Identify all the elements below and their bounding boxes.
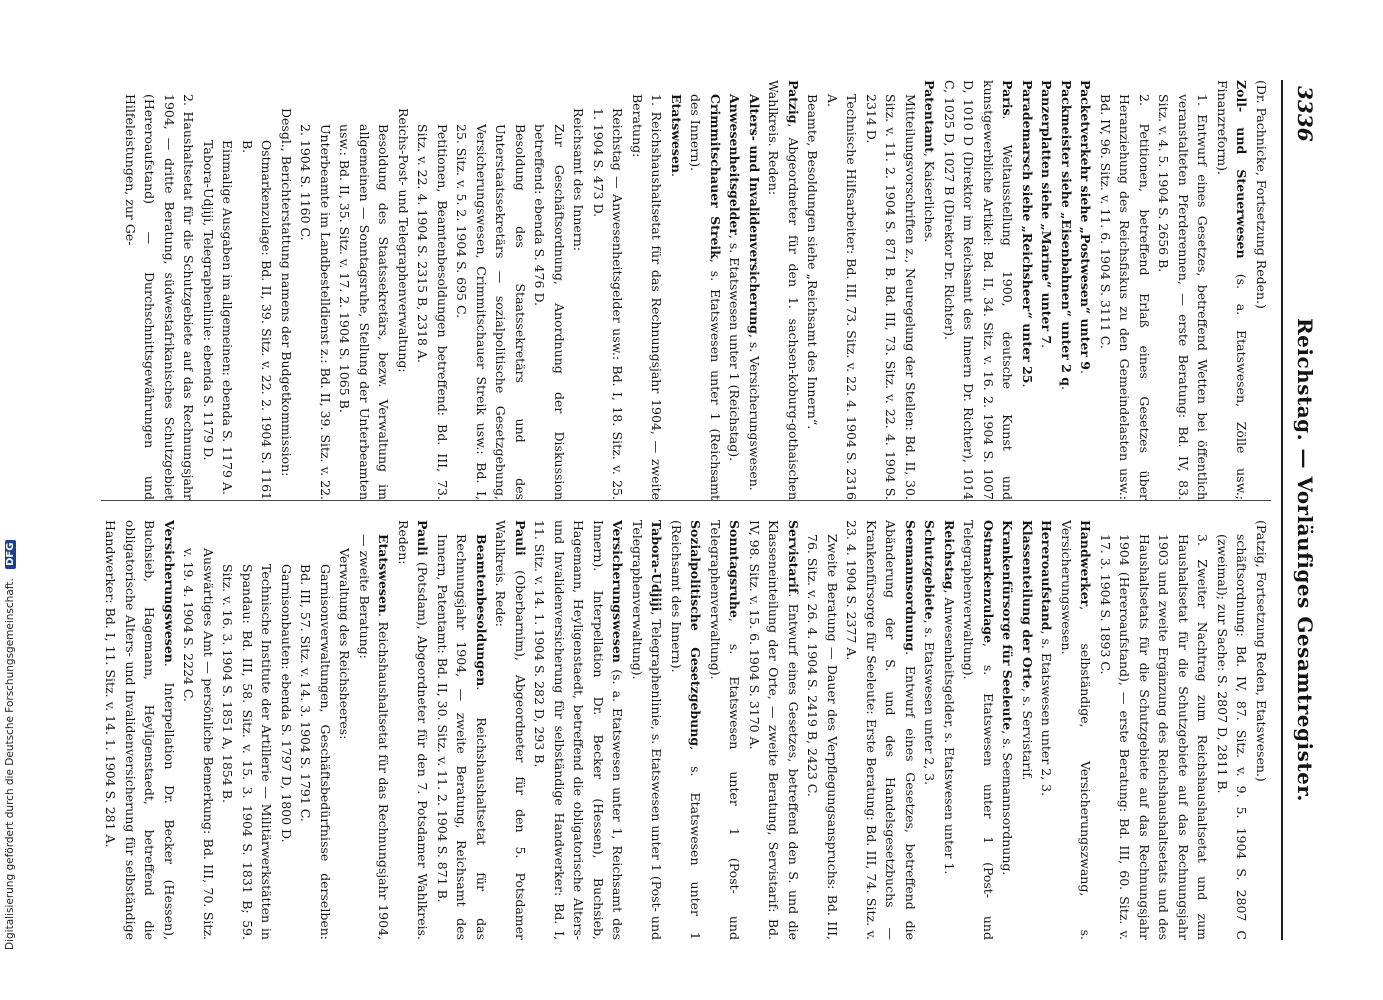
left-column: [101, 80, 1271, 500]
register-entry: Versicherungswesen (s. a. Etatswesen unter 1, Reichsamt des Innern). Interpellation Dr. Becker (Hessen), Buchsieb, Hagemann, Heyligenstaedt, betreffend die obligatorische Alters- und Invalidenversicherung für selbständige Handwerker: Bd. I, 11. Sitz. v. 14. 1. 1904 S. 282 D, 293 B.: [532, 520, 626, 940]
register-entry: Seemannsordnung. Entwurf eines Gesetzes, betreffend die Abänderung der S. und des Handelsgesetzbuchs — Krankenfürsorge für Seeleute: Erste Beratung: Bd. III, 74. Sitz. v. 23. 4. 1904 S. 2377 A.: [844, 520, 918, 940]
page-number: 3336: [1293, 86, 1317, 142]
register-entry: Zweite Beratung — Dauer des Verpflegungsanspruchs: Bd. III, 76. Sitz. v. 26. 4. 1904 S. 2419 B, 2423 C.: [805, 534, 840, 940]
register-entry: Packmeister siehe „Eisenbahnen“ unter 2 q.: [1059, 80, 1074, 390]
register-entry: 3. Zweiter Nachtrag zum Reichshaushaltsetat und zum Haushaltsetat für die Schutzgebiete auf das Rechnungsjahr 1903 und zweite Ergänzung des Reichshaushaltsetats und des Haushaltsetats für die Schutzgebiete auf das Rechnungsjahr 1904 (Hereroaufstand), — erste Beratung: Bd. III, 60. Sitz. v. 17. 3. 1904 S. 1893 C.: [1098, 534, 1211, 940]
register-entry: Garnisonverwaltungen, Geschäftsbedürfnisse derselben: Bd. III, 57. Sitz. v. 14. 3. 1904 S. 1791 C.: [298, 564, 333, 940]
running-title: Reichstag. — Vorläufiges Gesamtregister.: [1293, 318, 1317, 802]
register-entry: (Dr. Pachnicke, Fortsetzung Reden.): [1254, 80, 1269, 309]
register-entry: Beamte, Besoldungen siehe „Reichsamt des Innern“.: [805, 94, 821, 430]
register-entry: Packetverkehr siehe „Postwesen“ unter 9.: [1078, 80, 1094, 374]
register-entry: Desgl., Berichterstattung namens der Budgetkommission:: [279, 108, 294, 477]
register-entry: Patentamt, Kaiserliches.: [922, 80, 938, 243]
register-entry: Panzerplatten siehe „Marine“ unter 7.: [1039, 80, 1055, 349]
digitization-credit: [2, 0, 22, 1000]
register-entry: 2. Petitionen, betreffend Erlaß eines Gesetzes über Heranziehung des Reichsfiskus zu den Gemeindelasten usw.: Bd. IV, 96. Sitz. v. 11. 6. 1904 S. 3111 C.: [1098, 94, 1152, 500]
register-entry: Auswärtiges Amt — persönliche Bemerkung: Bd. III, 70. Sitz. v. 19. 4. 1904 S. 2224 C.: [181, 548, 216, 940]
register-entry: Reichstag, Anwesenheitsgelder, s. Etatswesen unter 1.: [942, 520, 957, 875]
register-entry: Verwaltung des Reichsheeres:: [337, 548, 353, 740]
register-entry: (Patzig, Fortsetzung Reden, Etatswesen.): [1254, 520, 1269, 782]
register-entry: Parademarsch siehe „Reichsheer“ unter 25.: [1020, 80, 1035, 388]
register-entry: Patzig, Abgeordneter für den 1. sachsen-koburg-gothaischen Wahlkreis. Reden:: [766, 80, 801, 500]
register-entry: Etatswesen. Reichshaushaltsetat für das Rechnungsjahr 1904, — zweite Beratung:: [357, 534, 392, 940]
register-entry: Unterbeamte im Landbestelldienst z.: Bd. II, 39. Sitz. v. 22. 2. 1904 S. 1160 C.: [298, 124, 333, 500]
register-entry: Tabora-Udjiji, Telegraphenlinie, s. Etatswesen unter 1 (Post- und Telegraphenverwaltung).: [630, 520, 665, 940]
credit-text: Digitalisierung gefördert durch die Deutsche Forschungsgemeinschaft.: [4, 578, 16, 950]
register-entry: Reichstag — Anwesenheitsgelder usw.: Bd. I, 18. Sitz. v. 25. 1. 1904 S. 473 D.: [591, 108, 626, 500]
register-entry: Pauli (Potsdam), Abgeordneter für den 7. Potsdamer Wahlkreis. Reden:: [396, 520, 431, 940]
register-entry: Besoldung des Staatssekretärs und des Unterstaatssekretärs — sozialpolitische Gesetzgebung, Versicherungswesen, Crimmitschauer Streik usw.: Bd. I, 25. Sitz. v. 5. 2. 1904 S. 695 C.: [454, 124, 528, 500]
register-entry: schäftsordnung: Bd. IV, 87. Sitz. v. 9. 5. 1904 S. 2807 C (zweimal); zur Sache: S. 2807 D, 2811 B.: [1215, 534, 1250, 940]
register-entry: Schutzgebiete, s. Etatswesen unter 2, 3.: [922, 520, 938, 786]
right-column: [101, 520, 1271, 940]
register-entry: Servistarif. Entwurf eines Gesetzes, betreffend den S. und die Klasseneinteilung der Orte, — zweite Beratung, Servistarif: Bd. IV, 98. Sitz. v. 15. 6. 1904 S. 3170 A.: [747, 520, 801, 940]
register-entry: Technische Hilfsarbeiter: Bd. III, 73. Sitz. v. 22. 4. 1904 S. 2316 A.: [825, 94, 860, 500]
dfg-logo: DFG: [5, 540, 16, 569]
register-entry: Versicherungswesen. Interpellation Dr. Becker (Hessen), Buchsieb, Hagemann, Heyligenstaedt, betreffend die obligatorische Alters- und Invalidenversicherung für selbständige Handwerker: Bd. I, 11. Sitz. v. 14. 1. 1904 S. 281 A.: [103, 520, 177, 940]
register-entry: Paris. Weltausstellung 1900, deutsche Kunst und kunstgewerbliche Artikel: Bd. II, 34. Sitz. v. 16. 2. 1904 S. 1007 D, 1010 D (Direktor im Reichsamt des Innern Dr. Richter), 1014 C, 1025 D, 1027 B (Direktor Dr. Richter).: [942, 80, 1016, 500]
register-entry: Besoldung des Staatssekretärs, bezw. Verwaltung im allgemeinen — Sonntagsruhe, Stellung der Unterbeamten usw.: Bd. II, 35. Sitz. v. 17. 2. 1904 S. 1065 B.: [337, 124, 392, 500]
register-entry: Mitteilungsvorschriften z., Neuregelung der Stellen: Bd. II, 30. Sitz. v. 11. 2. 1904 S. 871 B. Bd. III, 73. Sitz. v. 22. 4. 1904 S. 2314 D.: [864, 94, 918, 500]
register-entry: Ostmarkenzulage, s. Etatswesen unter 1 (Post- und Telegraphenverwaltung).: [961, 520, 996, 940]
register-entry: Technische Institute der Artillerie — Militärwerkstätten in Spandau: Bd. III, 58. Sitz. v. 15. 3. 1904 S. 1831 B; 59. Sitz. v. 16. 3. 1904 S. 1851 A, 1854 B.: [220, 564, 275, 940]
register-entry: Crimmitschauer Streik, s. Etatswesen unter 1 (Reichsamt des Innern).: [688, 94, 723, 500]
page-header: [1281, 80, 1325, 940]
register-entry: Handwerker, selbständige, Versicherungszwang, s. Versicherungswesen.: [1059, 520, 1094, 940]
register-entry: 1. Entwurf eines Gesetzes, betreffend Wetten bei öffentlich veranstalteten Pferderennen, — erste Beratung: Bd. IV, 83. Sitz. v. 4. 5. 1904 S. 2656 B.: [1156, 94, 1211, 500]
register-entry: 2. Haushaltsetat für die Schutzgebiete auf das Rechnungsjahr 1904, — dritte Beratung, südwestafrikanisches Schutzgebiet (Hereroaufstand) — Durchschnittsgewährungen und Hilfeleistungen, zur Ge-: [123, 94, 197, 500]
register-entry: Petitionen, Beamtenbesoldungen betreffend: Bd. III, 73. Sitz. v. 22. 4. 1904 S. 2315 B, 2318 A.: [415, 124, 450, 500]
register-entry: Sonntagsruhe, s. Etatswesen unter 1 (Post- und Telegraphenverwaltung).: [708, 520, 743, 940]
register-entry: Krankenfürsorge für Seeleute, s. Seemannsordnung.: [1000, 520, 1016, 876]
register-entry: Pauli (Oberbarnim), Abgeordneter für den 5. Potsdamer Wahlkreis. Rede:: [493, 520, 528, 940]
register-entry: Sozialpolitische Gesetzgebung, s. Etatswesen unter 1 (Reichsamt des Innern).: [669, 520, 704, 940]
register-entry: Anwesenheitsgelder, s. Etatswesen unter 1 (Reichstag).: [727, 94, 743, 462]
register-entry: Garnisonbauten: ebenda S. 1797 D, 1800 D.: [279, 564, 294, 843]
register-entry: Klassenteilung der Orte, s. Servistarif.: [1020, 520, 1035, 781]
register-entry: Zur Geschäftsordnung, Anordnung der Diskussion betreffend: ebenda S. 476 D.: [532, 124, 567, 500]
register-entry: Zoll- und Steuerwesen (s. a. Etatswesen, Zölle usw.; Finanzreform).: [1215, 80, 1250, 500]
register-entry: Beamtenbesoldungen. Reichshaushaltsetat für das Rechnungsjahr 1904, — zweite Beratung, Reichsamt des Innern, Patentamt: Bd. II, 30. Sitz. v. 11. 2. 1904 S. 871 B.: [435, 534, 489, 940]
register-entry: Hereroaufstand, s. Etatswesen unter 2, 3.: [1039, 520, 1055, 797]
register-entry: Reichs-Post- und Telegraphenverwaltung:: [396, 108, 411, 373]
register-entry: Tabora-Udjiji, Telegraphenlinie: ebenda S. 1179 D.: [201, 140, 216, 461]
register-entry: Etatswesen.: [669, 94, 684, 177]
register-entry: Reichsamt des Innern:: [571, 108, 587, 252]
column-divider: [101, 500, 1271, 501]
register-entry: 1. Reichshaushaltsetat für das Rechnungsjahr 1904, — zweite Beratung:: [630, 94, 665, 500]
register-entry: Ostmarkenzulage: Bd. II, 39. Sitz. v. 22. 2. 1904 S. 1161 B.: [240, 140, 275, 500]
register-entry: Einmalige Ausgaben im allgemeinen: ebenda S. 1179 A.: [220, 140, 236, 495]
register-entry: Alters- und Invalidenversicherung, s. Versicherungswesen.: [747, 94, 762, 491]
